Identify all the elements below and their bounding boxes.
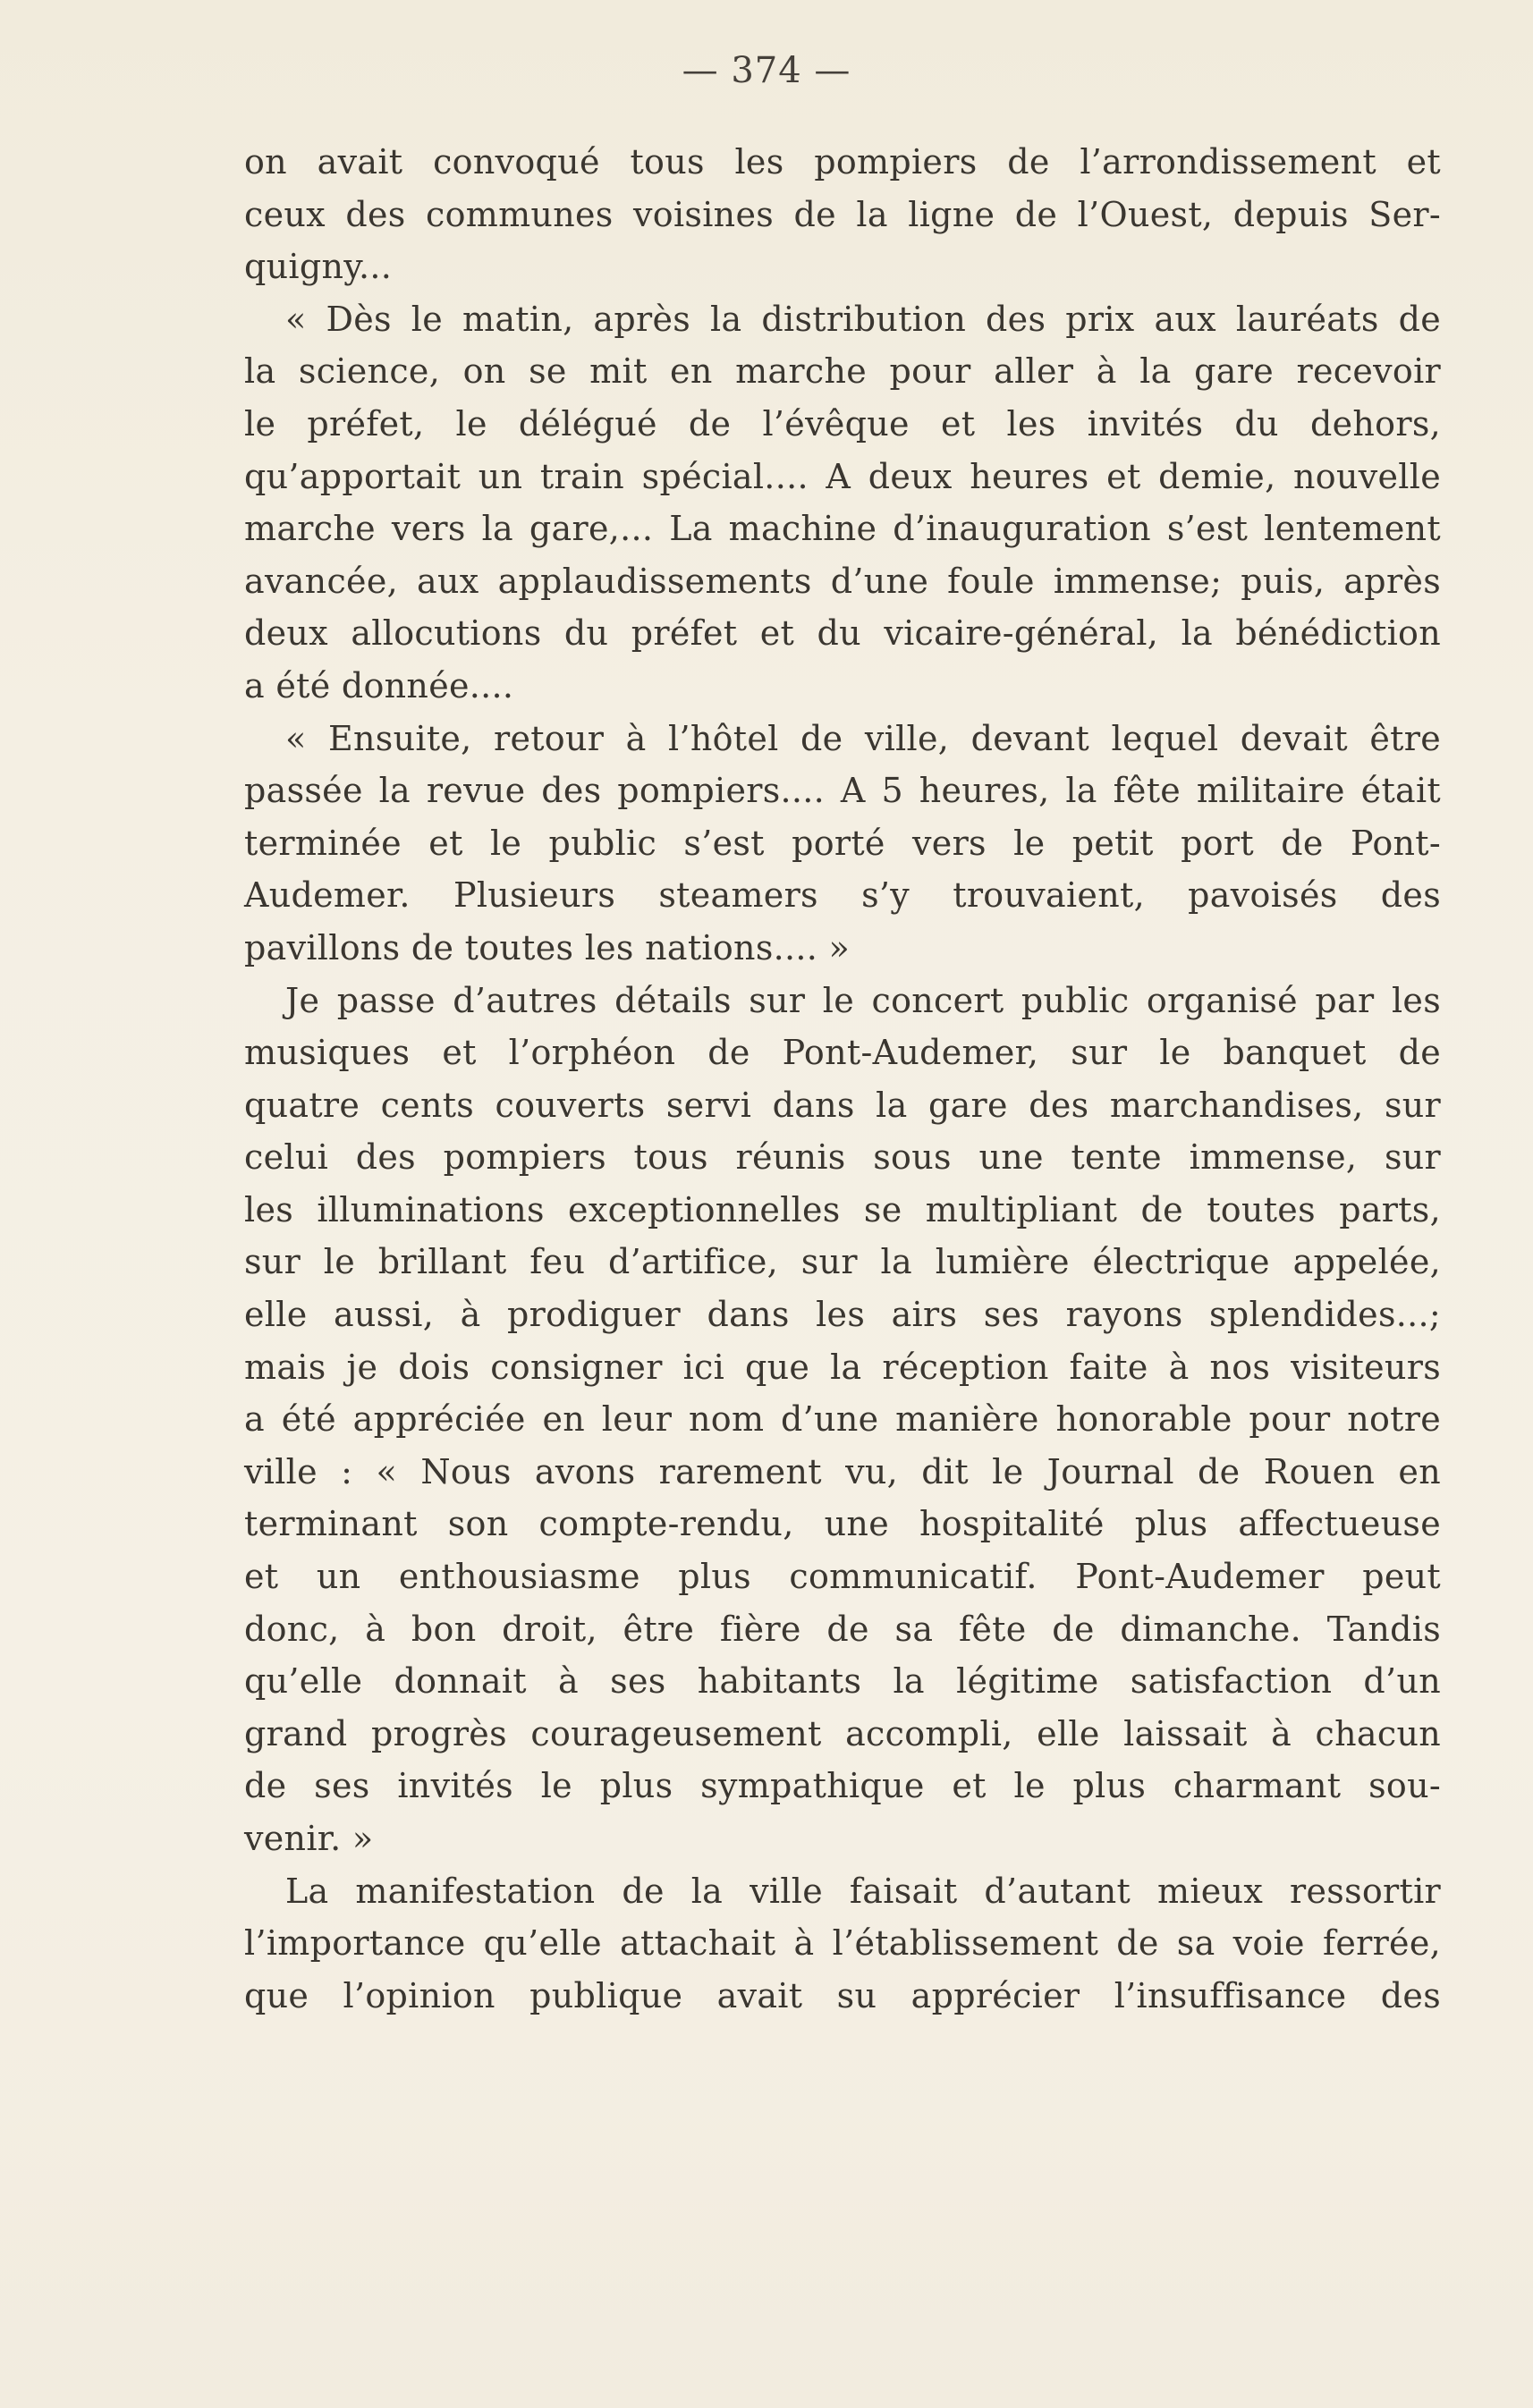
text-line: quatre cents couverts servi dans la gare des marchandises, sur (244, 1085, 1441, 1125)
text-line: quigny... (244, 247, 393, 287)
text-line: « Ensuite, retour à l’hôtel de ville, devant lequel devait être (285, 718, 1441, 758)
text-line: donc, à bon droit, être fière de sa fête de dimanche. Tandis (244, 1609, 1441, 1649)
text-line: avancée, aux applaudissements d’une foule immense; puis, après (244, 561, 1441, 601)
body-text (244, 136, 1441, 2022)
text-line: pavillons de toutes les nations.... » (244, 927, 851, 967)
text-line: sur le brillant feu d’artifice, sur la lumière électrique appelée, (244, 1242, 1441, 1282)
text-line: elle aussi, à prodiguer dans les airs ses rayons splendides...; (244, 1295, 1441, 1335)
text-line: a été appréciée en leur nom d’une manière honorable pour notre (244, 1399, 1441, 1440)
text-line: on avait convoqué tous les pompiers de l’arrondissement et (244, 142, 1441, 182)
text-line: terminée et le public s’est porté vers le petit port de Pont- (244, 823, 1441, 863)
text-line: qu’elle donnait à ses habitants la légitime satisfaction d’un (244, 1661, 1441, 1702)
text-line: la science, on se mit en marche pour aller à la gare recevoir (244, 351, 1441, 392)
text-line: celui des pompiers tous réunis sous une tente immense, sur (244, 1137, 1441, 1178)
text-line: Audemer. Plusieurs steamers s’y trouvaient, pavoisés des (244, 875, 1441, 916)
text-line: ville : « Nous avons rarement vu, dit le Journal de Rouen en (244, 1451, 1441, 1491)
text-line: ceux des communes voisines de la ligne de l’Ouest, depuis Ser- (244, 194, 1441, 234)
text-line: l’importance qu’elle attachait à l’établissement de sa voie ferrée, (244, 1923, 1441, 1964)
text-line: Je passe d’autres détails sur le concert public organisé par les (285, 980, 1441, 1020)
text-line: grand progrès courageusement accompli, elle laissait à chacun (244, 1713, 1441, 1753)
text-line: passée la revue des pompiers.... A 5 heures, la fête militaire était (244, 771, 1441, 811)
text-line: La manifestation de la ville faisait d’autant mieux ressortir (285, 1871, 1441, 1911)
text-line: venir. » (244, 1819, 374, 1858)
text-line: et un enthousiasme plus communicatif. Pont-Audemer peut (244, 1557, 1441, 1597)
text-line: marche vers la gare,... La machine d’inauguration s’est lentement (244, 509, 1441, 549)
text-line: mais je dois consigner ici que la réception faite à nos visiteurs (244, 1347, 1441, 1387)
text-line: terminant son compte-rendu, une hospitalité plus affectueuse (244, 1504, 1441, 1544)
text-line: que l’opinion publique avait su apprécier l’insuffisance des (244, 1975, 1441, 2015)
text-line: a été donnée.... (244, 665, 514, 706)
text-line: le préfet, le délégué de l’évêque et les invités du dehors, (244, 403, 1441, 444)
text-line: « Dès le matin, après la distribution des prix aux lauréats de (285, 299, 1441, 339)
text-line: deux allocutions du préfet et du vicaire-général, la bénédiction (244, 613, 1441, 654)
text-line: qu’apportait un train spécial.... A deux heures et demie, nouvelle (244, 456, 1441, 496)
text-line: les illuminations exceptionnelles se multipliant de toutes parts, (244, 1189, 1441, 1229)
text-line: musiques et l’orphéon de Pont-Audemer, sur le banquet de (244, 1033, 1441, 1073)
text-line: de ses invités le plus sympathique et le plus charmant sou- (244, 1766, 1441, 1806)
page-number: — 374 — (682, 50, 851, 91)
